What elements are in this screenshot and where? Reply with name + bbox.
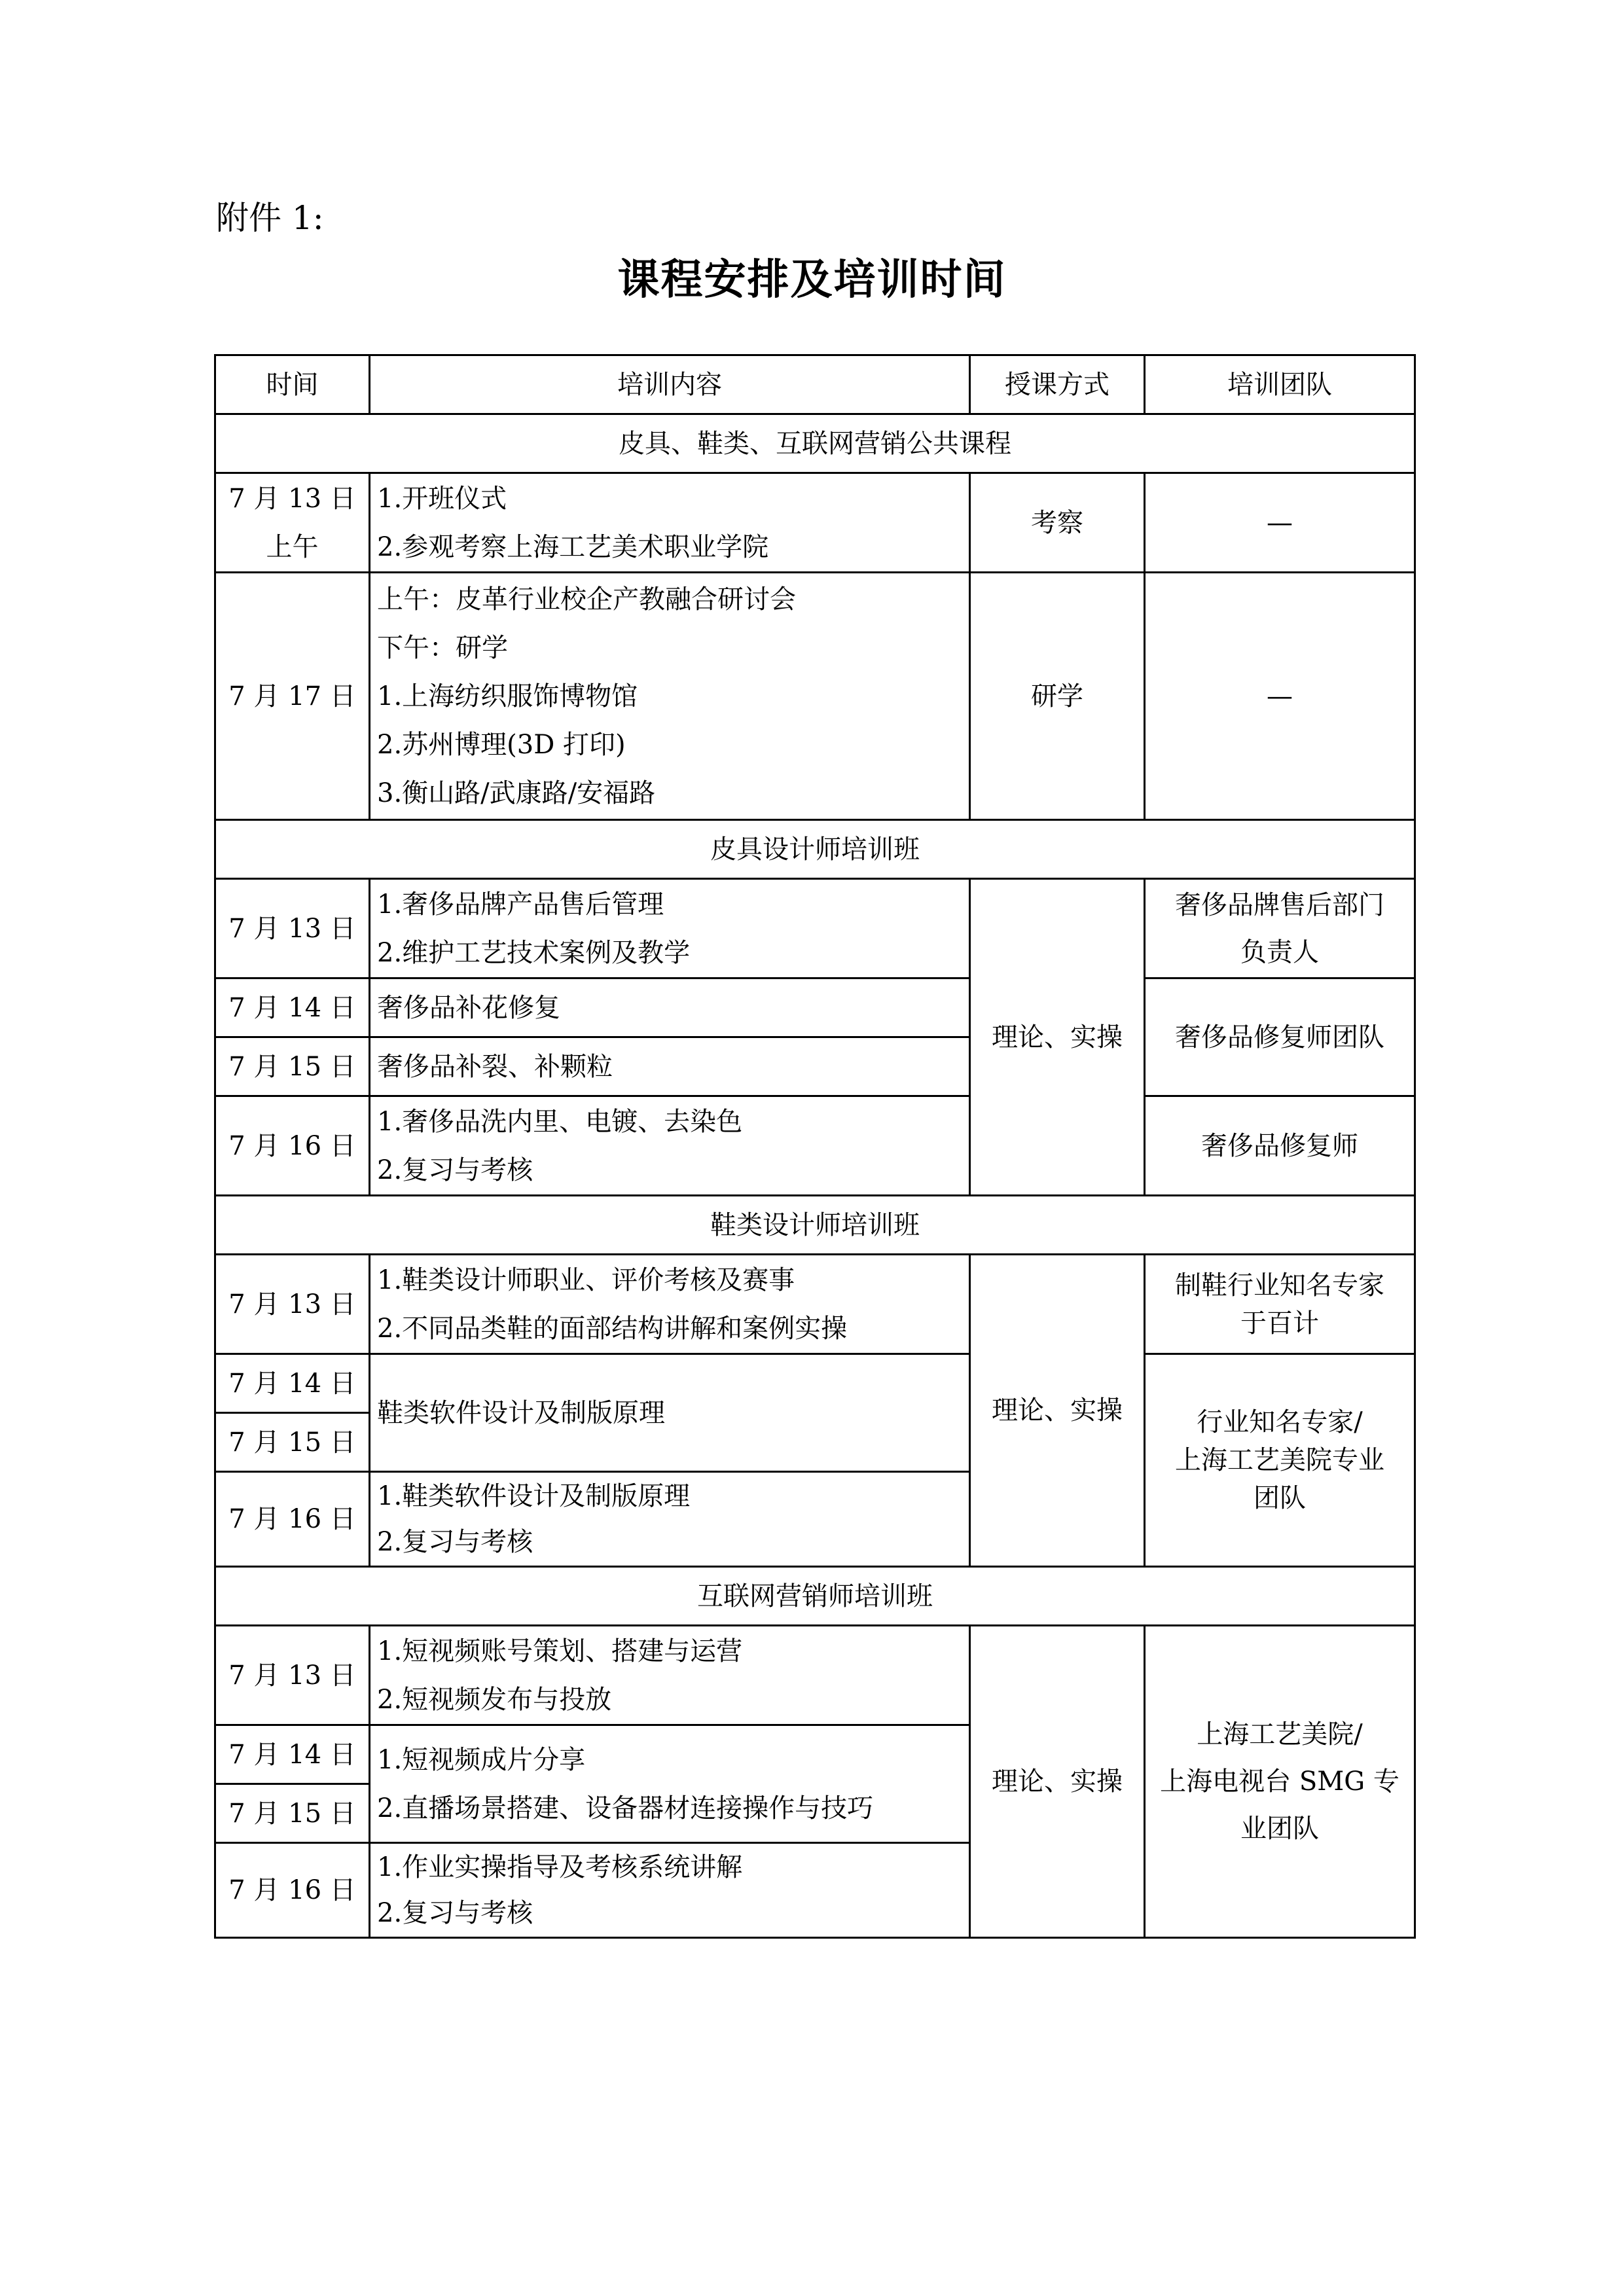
table-row bbox=[215, 978, 1415, 1037]
content-cell bbox=[370, 1472, 970, 1567]
team-line: 团队 bbox=[1254, 1483, 1306, 1513]
column-header-content: 培训内容 bbox=[370, 355, 970, 414]
content-cell bbox=[370, 1037, 970, 1096]
date-cell bbox=[215, 473, 370, 573]
content-line: 1.鞋类软件设计及制版原理 bbox=[377, 1481, 691, 1511]
content-line: 奢侈品补裂、补颗粒 bbox=[377, 1051, 613, 1082]
table-row bbox=[215, 1255, 1415, 1354]
team-cell: — bbox=[1145, 473, 1415, 573]
content-cell bbox=[370, 978, 970, 1037]
date-cell: 7 月 15 日 bbox=[215, 1037, 370, 1096]
content-cell bbox=[370, 1725, 970, 1843]
table-row bbox=[215, 1626, 1415, 1725]
date-cell: 7 月 16 日 bbox=[215, 1096, 370, 1196]
content-line: 上午：皮革行业校企产教融合研讨会 bbox=[377, 584, 796, 615]
content-line: 1.鞋类设计师职业、评价考核及赛事 bbox=[377, 1265, 795, 1295]
method-cell: 研学 bbox=[970, 573, 1145, 820]
team-line: 奢侈品牌售后部门 bbox=[1175, 889, 1384, 920]
table-row bbox=[215, 879, 1415, 978]
table-row bbox=[215, 1096, 1415, 1196]
content-cell bbox=[370, 573, 970, 820]
content-line: 2.苏州博理(3D 打印) bbox=[377, 729, 626, 760]
team-cell bbox=[1145, 879, 1415, 978]
schedule-table bbox=[214, 354, 1416, 1939]
table-header-row bbox=[215, 355, 1415, 414]
section-row bbox=[215, 1196, 1415, 1255]
content-line: 2.复习与考核 bbox=[377, 1527, 533, 1557]
table-row bbox=[215, 473, 1415, 573]
content-line: 3.衡山路/武康路/安福路 bbox=[377, 778, 656, 808]
date-cell: 7 月 13 日 bbox=[215, 1626, 370, 1725]
date-line: 上午 bbox=[266, 531, 319, 562]
column-header-team: 培训团队 bbox=[1145, 355, 1415, 414]
method-cell: 考察 bbox=[970, 473, 1145, 573]
date-cell: 7 月 15 日 bbox=[215, 1784, 370, 1843]
content-line: 2.直播场景搭建、设备器材连接操作与技巧 bbox=[377, 1793, 874, 1823]
content-line: 下午：研学 bbox=[377, 632, 508, 663]
content-line: 奢侈品补花修复 bbox=[377, 992, 560, 1023]
section-row bbox=[215, 820, 1415, 879]
attachment-label: 附件 1: bbox=[216, 199, 324, 237]
team-line: 制鞋行业知名专家 bbox=[1175, 1270, 1384, 1300]
content-cell bbox=[370, 879, 970, 978]
date-cell: 7 月 15 日 bbox=[215, 1413, 370, 1472]
table-row bbox=[215, 1354, 1415, 1413]
team-line: 于百计 bbox=[1240, 1308, 1319, 1338]
method-cell: 理论、实操 bbox=[970, 1626, 1145, 1938]
date-cell: 7 月 13 日 bbox=[215, 1255, 370, 1354]
team-line: 业团队 bbox=[1240, 1814, 1319, 1844]
content-line: 1.上海纺织服饰博物馆 bbox=[377, 681, 638, 711]
method-cell: 理论、实操 bbox=[970, 1255, 1145, 1567]
date-cell: 7 月 16 日 bbox=[215, 1843, 370, 1938]
content-line: 2.参观考察上海工艺美术职业学院 bbox=[377, 531, 769, 562]
date-cell: 7 月 14 日 bbox=[215, 978, 370, 1037]
content-cell bbox=[370, 1626, 970, 1725]
content-line: 1.开班仪式 bbox=[377, 483, 507, 514]
content-cell bbox=[370, 1096, 970, 1196]
column-header-method: 授课方式 bbox=[970, 355, 1145, 414]
section-row bbox=[215, 414, 1415, 473]
content-line: 1.奢侈品牌产品售后管理 bbox=[377, 889, 664, 920]
content-line: 2.复习与考核 bbox=[377, 1155, 533, 1185]
team-cell: 奢侈品修复师团队 bbox=[1145, 978, 1415, 1096]
team-line: 上海电视台 SMG 专 bbox=[1160, 1767, 1399, 1797]
team-text bbox=[1152, 1266, 1407, 1342]
content-cell bbox=[370, 1354, 970, 1472]
date-cell: 7 月 14 日 bbox=[215, 1725, 370, 1784]
team-cell bbox=[1145, 1626, 1415, 1938]
document-title: 课程安排及培训时间 bbox=[617, 255, 1007, 304]
section-title-leather: 皮具设计师培训班 bbox=[215, 820, 1415, 879]
column-header-time: 时间 bbox=[215, 355, 370, 414]
team-cell bbox=[1145, 1354, 1415, 1567]
date-cell: 7 月 17 日 bbox=[215, 573, 370, 820]
date-cell: 7 月 13 日 bbox=[215, 879, 370, 978]
team-cell: — bbox=[1145, 573, 1415, 820]
method-cell: 理论、实操 bbox=[970, 879, 1145, 1196]
content-line: 1.短视频成片分享 bbox=[377, 1744, 586, 1775]
content-cell bbox=[370, 1843, 970, 1938]
date-cell: 7 月 16 日 bbox=[215, 1472, 370, 1567]
team-text bbox=[1152, 1403, 1407, 1517]
date-cell: 7 月 14 日 bbox=[215, 1354, 370, 1413]
content-cell bbox=[370, 1255, 970, 1354]
section-title-shoes: 鞋类设计师培训班 bbox=[215, 1196, 1415, 1255]
content-line: 鞋类软件设计及制版原理 bbox=[377, 1397, 665, 1428]
team-cell: 奢侈品修复师 bbox=[1145, 1096, 1415, 1196]
section-title-public: 皮具、鞋类、互联网营销公共课程 bbox=[215, 414, 1415, 473]
team-line: 上海工艺美院专业 bbox=[1175, 1445, 1384, 1475]
content-line: 2.短视频发布与投放 bbox=[377, 1684, 612, 1715]
date-line: 7 月 13 日 bbox=[228, 483, 356, 514]
content-line: 1.短视频账号策划、搭建与运营 bbox=[377, 1636, 743, 1666]
content-line: 2.维护工艺技术案例及教学 bbox=[377, 937, 691, 968]
content-line: 2.不同品类鞋的面部结构讲解和案例实操 bbox=[377, 1313, 848, 1344]
team-line: 行业知名专家/ bbox=[1197, 1407, 1363, 1437]
content-line: 1.作业实操指导及考核系统讲解 bbox=[377, 1852, 743, 1882]
content-line: 1.奢侈品洗内里、电镀、去染色 bbox=[377, 1106, 743, 1137]
content-line: 2.复习与考核 bbox=[377, 1898, 533, 1928]
table-row bbox=[215, 573, 1415, 820]
section-title-marketing: 互联网营销师培训班 bbox=[215, 1567, 1415, 1626]
team-line: 上海工艺美院/ bbox=[1197, 1719, 1363, 1749]
content-cell bbox=[370, 473, 970, 573]
section-row bbox=[215, 1567, 1415, 1626]
team-line: 负责人 bbox=[1240, 937, 1319, 967]
team-cell bbox=[1145, 1255, 1415, 1354]
